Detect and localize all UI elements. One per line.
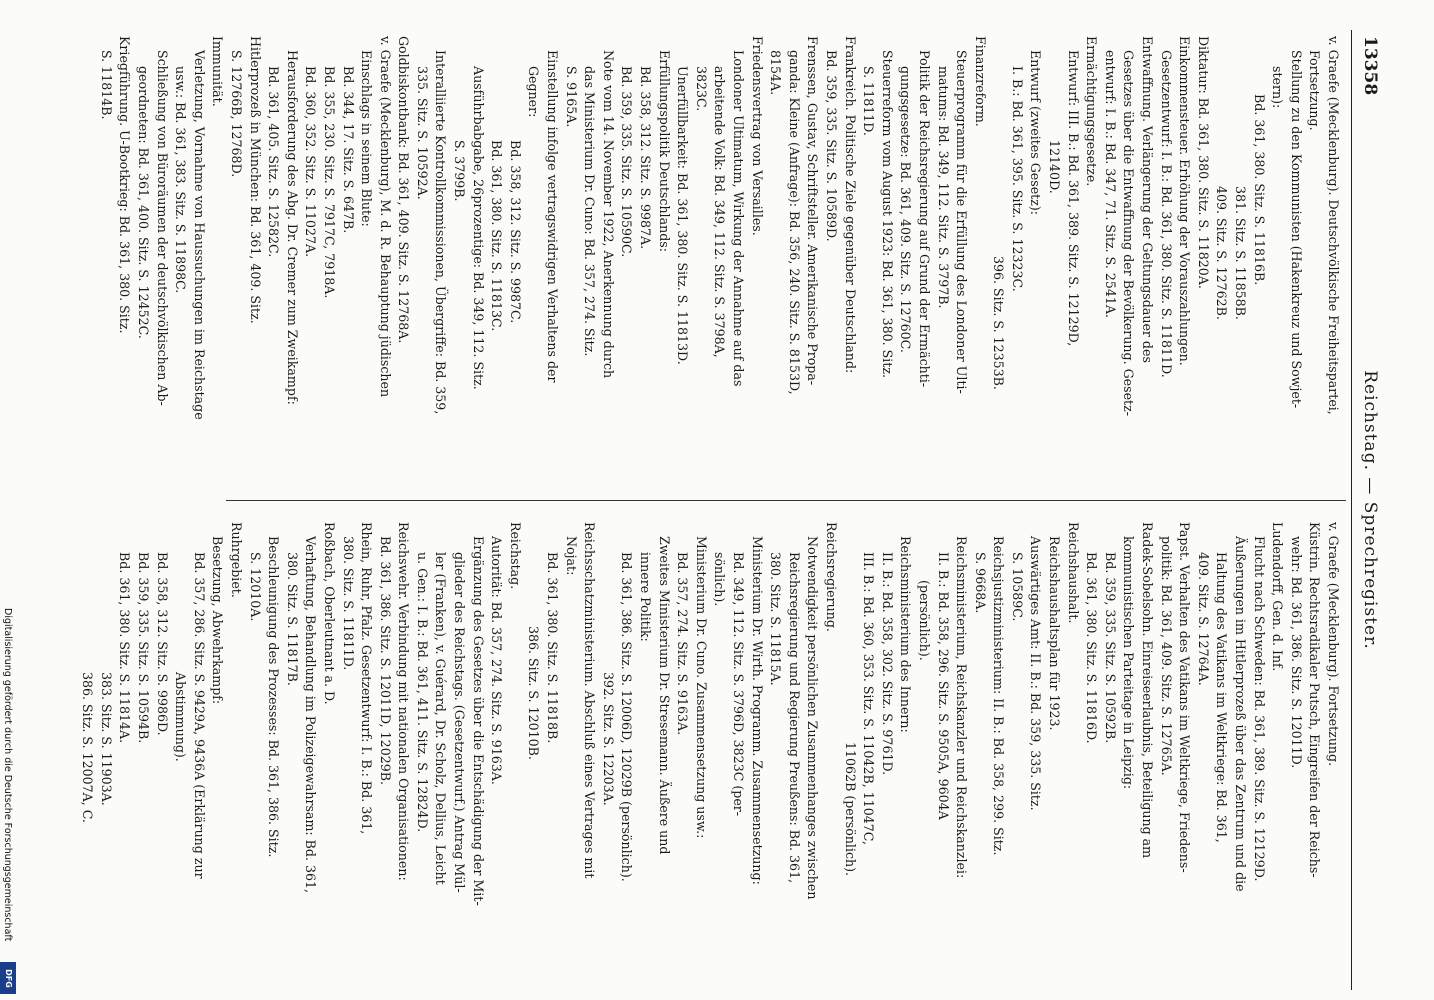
register-line: Bd. 344, 17. Sitz. S. 647B.: [340, 66, 356, 234]
register-line: Interalliierte Kontrollkommissionen, Übergriffe: Bd. 359,: [433, 50, 449, 415]
register-line: Reichsministerium des Innern:: [898, 536, 914, 733]
register-line: Reichstag.: [507, 522, 523, 590]
register-line: S. 11814B.: [98, 50, 114, 120]
register-line: Bd. 361, 380. Sitz. S. 11816D.: [1084, 552, 1100, 744]
page-number: 13358: [1360, 36, 1380, 96]
register-line: Beschleunigung des Prozesses: Bd. 361, 386. Sitz.: [266, 536, 282, 858]
register-line: Rhein, Ruhr, Pfalz. Gesetzentwurf: I. B.: Bd. 361,: [359, 522, 375, 835]
register-line: Immunität.: [210, 36, 226, 107]
register-line: Bd. 359, 335. Sitz. S. 10592B.: [1102, 552, 1118, 744]
register-line: Bd. 358, 312. Sitz. S. 9986D.: [154, 552, 170, 736]
register-line: S. 12010A.: [247, 552, 263, 622]
register-line: Londoner Ultimatum, Wirkung der Annahme auf das: [731, 50, 746, 387]
register-line: 409. Sitz. S. 12764A.: [1195, 552, 1211, 686]
register-line: u. Gen.: I. B.: Bd. 361, 411. Sitz. S. 12824D.: [414, 552, 430, 833]
register-line: geordneten: Bd. 361, 400. Sitz. S. 12452C.: [136, 66, 151, 339]
register-line: Äußerungen im Hitlerprozeß über das Zentrum und die: [1233, 536, 1249, 892]
register-line: wehr: Bd. 361, 386. Sitz. S. 12011D.: [1288, 536, 1304, 769]
register-line: Nojat:: [563, 536, 579, 576]
register-line: entwurf: I. B.: Bd. 347, 71. Sitz. S. 2541A.: [1102, 50, 1118, 319]
register-line: innere Politik:: [638, 552, 654, 642]
register-line: 409. Sitz. S. 12762B.: [1214, 186, 1230, 320]
register-line: Friedensvertrag von Versailles.: [749, 36, 765, 236]
register-line: II. B.: Bd. 358, 302. Sitz. S. 9761D.: [879, 552, 895, 776]
register-line: Bd. 355, 230. Sitz. S. 7917C, 7918A.: [321, 66, 337, 299]
register-line: 380. Sitz. S. 11815A.: [768, 552, 784, 686]
register-line: Ergänzung des Gesetzes über die Entschädigung der Mit-: [470, 536, 486, 906]
register-line: arbeitende Volk: Bd. 349, 112. Sitz. S. 3798A,: [712, 66, 728, 358]
register-line: Entwaffnung. Verlängerung der Geltungsdauer des: [1140, 36, 1156, 363]
register-line: ler (Franken), v. Guérard, Dr. Scholz, Dellius, Leicht: [433, 552, 449, 885]
register-line: S. 12766B, 12768D.: [228, 50, 244, 178]
register-line: Reichswehr. Verbindung mit nationalen Organisationen:: [396, 522, 412, 881]
register-line: Steuerprogramm für die Erfüllung des Londoner Ulti-: [954, 50, 970, 394]
right-column: [80, 522, 1342, 970]
register-line: Frankreich. Politische Ziele gegenüber Deutschland:: [842, 36, 858, 374]
dfg-logo: [0, 962, 16, 994]
register-line: Reichshaushaltsplan für 1923.: [1047, 536, 1063, 731]
register-line: Diktatur: Bd. 361, 380. Sitz. S. 11820A.: [1195, 36, 1211, 289]
register-line: matums: Bd. 349, 112. Sitz. S. 3797B.: [935, 66, 951, 309]
register-line: Entwurf: III. B.: Bd. 361, 389. Sitz. S. 12129D,: [1065, 50, 1081, 347]
register-line: S. 10589C.: [1009, 552, 1025, 622]
register-line: Einstellung infolge vertragswidrigen Verhaltens der: [545, 50, 561, 383]
register-line: III. B.: Bd. 360, 353. Sitz. S. 11042B, 11047C,: [861, 552, 877, 845]
register-line: Bd. 359, 335. Sitz. S. 10590C.: [619, 66, 635, 258]
register-line: Reichsministerium, Reichskanzler und Reichskanzlei:: [954, 536, 970, 879]
digitization-credit-text: Digitalisierung gefördert durch die Deutsche Forschungsgemeinschaft: [2, 608, 13, 942]
register-line: Finanzreform.: [972, 36, 988, 127]
left-column: [98, 36, 1342, 484]
register-line: Reichsschatzministerium. Abschluß eines Vertrages mit: [582, 522, 598, 879]
register-line: Notwendigkeit persönlichen Zusammenhanges zwischen: [805, 536, 821, 900]
register-line: Schließung von Büroräumen der deutschvölkischen Ab-: [154, 50, 170, 406]
register-line: v. Graefe (Mecklenburg). Fortsetzung.: [1326, 522, 1341, 767]
register-line: Gesetzentwurf: I. B.: Bd. 361, 380. Sitz. S. 11811D.: [1158, 50, 1174, 378]
register-line: 8154A.: [768, 50, 784, 96]
register-line: Gesetzes über die Entwaffnung der Bevölkerung. Gesetz-: [1121, 50, 1137, 416]
register-line: 11062B (persönlich).: [842, 742, 858, 877]
register-line: Küstrin. Rechtsradikaler Putsch, Eingreifen der Reichs-: [1307, 522, 1323, 878]
register-line: Bd. 357, 286. Sitz. S. 9429A, 9436A (Erklärung zur: [191, 552, 207, 879]
register-line: S. 11811D.: [861, 66, 877, 136]
register-line: Entwurf (zweites Gesetz):: [1028, 50, 1044, 216]
register-line: Fortsetzung.: [1307, 50, 1323, 131]
register-line: stern):: [1270, 66, 1286, 109]
dfg-logo-text: DFG: [3, 968, 13, 988]
register-line: (persönlich).: [916, 580, 932, 661]
register-line: Autorität: Bd. 357, 274. Sitz. S. 9163A.: [489, 536, 505, 785]
register-line: Bd. 358, 312. Sitz. S. 9987C.: [507, 140, 523, 324]
register-line: Reichsjustizministerium: II. B.: Bd. 358, 299. Sitz.: [991, 536, 1007, 856]
register-line: Bd. 358, 312. Sitz. S. 9987A.: [638, 66, 654, 250]
register-line: Abstimmung).: [173, 672, 189, 762]
register-line: 335. Sitz. S. 10592A.: [414, 66, 430, 200]
register-line: Ausführbabgabe, 26prozentige: Bd. 349, 112. Sitz.: [470, 66, 486, 390]
register-line: Ermächtigungsgesetze.: [1084, 36, 1100, 187]
register-line: Bd. 361, 386. Sitz. S. 12006D, 12029B (persönlich).: [619, 552, 635, 882]
register-line: Erfüllungspolitik Deutschlands:: [656, 50, 672, 252]
register-line: Politik der Reichsregierung auf Grund der Ermächti-: [916, 50, 932, 388]
register-line: ganda: Kleine (Anfrage): Bd. 356, 240. Sitz. S. 8153D,: [786, 50, 802, 395]
register-line: Gegner:: [526, 66, 542, 118]
register-line: Auswärtiges Amt: II. B.: Bd. 359, 335. Sitz.: [1028, 536, 1044, 811]
register-line: 3823C.: [693, 66, 709, 112]
register-line: I. B.: Bd. 361, 395. Sitz. S. 12323C.: [1009, 66, 1025, 292]
register-line: Note vom 14. November 1922, Anerkennung durch: [600, 50, 616, 379]
register-line: Bd. 361, 380. Sitz. S. 11816B.: [1251, 94, 1267, 286]
register-line: Papst. Verhalten des Vatikans im Weltkriege, Friedens-: [1177, 522, 1193, 873]
rotated-register-page: [80, 30, 1382, 990]
register-line: Goldbiskontbank: Bd. 361, 409. Sitz. S. 12768A.: [396, 36, 412, 344]
register-line: Bd. 361, 380. Sitz. S. 11814A.: [117, 552, 133, 744]
register-line: Ministerium Dr. Wirth. Programm. Zusammensetzung:: [749, 536, 765, 885]
register-line: II. B.: Bd. 358, 296. Sitz. S. 9505A, 9604A: [935, 552, 951, 820]
register-line: 396. Sitz. S. 12353B.: [991, 256, 1007, 390]
page-header: [1351, 30, 1382, 990]
register-line: Kriegführung. U-Bootkrieg: Bd. 361, 380. Sitz.: [117, 36, 133, 334]
register-line: Bd. 357, 274. Sitz. S. 9163A.: [675, 552, 691, 736]
running-title: Reichstag. — Sprechregister.: [1360, 370, 1380, 650]
register-line: Haltung des Vatikans im Weltkriege: Bd. 361,: [1214, 552, 1230, 843]
register-line: 392. Sitz. S. 12203A.: [600, 672, 616, 806]
register-line: Bd. 359, 335. Sitz. S. 10594B.: [136, 552, 151, 744]
register-line: 386. Sitz. S. 12010B.: [526, 626, 542, 760]
register-line: S. 9668A.: [972, 552, 988, 614]
register-line: Herausforderung des Abg. Dr. Cremer zum Zweikampf:: [284, 50, 300, 405]
register-line: Steuerreform vom August 1923: Bd. 361, 380. Sitz.: [879, 50, 895, 379]
register-line: Radek-Sobelsohn. Einreiseerlaubnis, Beteiligung am: [1140, 522, 1156, 859]
register-line: Reichsregierung und Regierung Preußens: Bd. 361,: [786, 552, 802, 884]
column-divider: [226, 500, 1346, 501]
register-line: Bd. 361, 386. Sitz. S. 12011D, 12029B.: [377, 536, 393, 785]
register-line: sönlich).: [712, 552, 728, 607]
register-line: politik: Bd. 361, 409. Sitz. S. 12765A.: [1158, 536, 1174, 776]
register-line: Stellung zu den Kommunisten (Hakenkreuz und Sowjet-: [1288, 50, 1304, 409]
register-line: S. 3799B.: [452, 140, 468, 202]
register-line: Einschlags in seinem Blute:: [359, 50, 375, 227]
register-line: Einkommensteuer. Erhöhung der Vorauszahlungen.: [1177, 36, 1193, 366]
register-line: Zweites Ministerium Dr. Stresemann. Äußere und: [656, 536, 672, 855]
register-line: v. Graefe (Mecklenburg). Deutschvölkische Freiheitspartei,: [1326, 36, 1341, 415]
register-line: Bd. 361, 380. Sitz. S. 11813C.: [489, 140, 505, 332]
register-line: usw.: Bd. 361, 383. Sitz. S. 11898C.: [173, 66, 189, 294]
register-line: Roßbach, Oberleutnant a. D.: [321, 522, 337, 705]
register-line: 380. Sitz. S. 11817B.: [284, 552, 300, 686]
register-line: 12140D.: [1047, 140, 1063, 194]
register-line: glieder des Reichstags. (Gesetzentwurf.) Antrag Mül-: [452, 552, 468, 893]
register-line: 386. Sitz. S. 12007A, C.: [80, 672, 96, 823]
register-line: S. 9165A.: [563, 66, 579, 128]
register-line: Ludendorff, Gen. d. Inf.: [1270, 522, 1286, 672]
register-line: Flucht nach Schweden: Bd. 361, 389. Sitz. S. 12129D.: [1251, 536, 1267, 882]
register-line: Hitlerprozeß in München: Bd. 361, 409. Sitz.: [247, 36, 263, 324]
register-line: kommunistischen Parteitage in Leipzig:: [1121, 536, 1137, 790]
register-line: Reichshaushalt.: [1065, 522, 1081, 624]
register-line: Bd. 359, 335. Sitz. S. 10589D.: [823, 50, 839, 242]
register-line: Frenssen, Gustav, Schriftsteller. Amerikanische Propa-: [805, 36, 821, 386]
register-line: v. Graefe (Mecklenburg), M. d. R. Behauptung jüdischen: [377, 36, 393, 398]
register-line: Bd. 349, 112. Sitz. S. 3796D, 3823C (per-: [731, 552, 746, 817]
register-line: Reichsregierung.: [823, 522, 839, 632]
register-line: Verletzung, Vornahme von Haussuchungen im Reichstage: [191, 50, 207, 420]
register-line: 383. Sitz. S. 11903A.: [98, 672, 114, 806]
register-line: Bd. 361, 380. Sitz. S. 11818B.: [545, 552, 561, 744]
register-line: Ministerium Dr. Cuno. Zusammensetzung usw.:: [693, 536, 709, 839]
register-line: Unerfüllbarkeit: Bd. 361, 380. Sitz. S. 11813D.: [675, 66, 691, 365]
register-line: Verhaftung, Behandlung im Polizeigewahrsam: Bd. 361,: [303, 536, 319, 894]
digitization-credit: [2, 608, 16, 992]
register-line: Ruhrgebiet.: [228, 522, 244, 598]
register-line: 381. Sitz. S. 11858B.: [1233, 186, 1249, 320]
register-line: Besetzung, Abwehrkampf:: [210, 536, 226, 705]
register-line: gungsgesetze: Bd. 361, 409. Sitz. S. 12760C.: [898, 66, 914, 353]
register-line: Bd. 361, 405. Sitz. S. 12582C.: [266, 66, 282, 258]
register-line: das Ministerium Dr. Cuno: Bd. 357, 274. Sitz.: [582, 66, 598, 357]
register-line: 380. Sitz. S. 11811D.: [340, 536, 356, 671]
register-line: Bd. 360, 352. Sitz. S. 11027A.: [303, 66, 319, 258]
